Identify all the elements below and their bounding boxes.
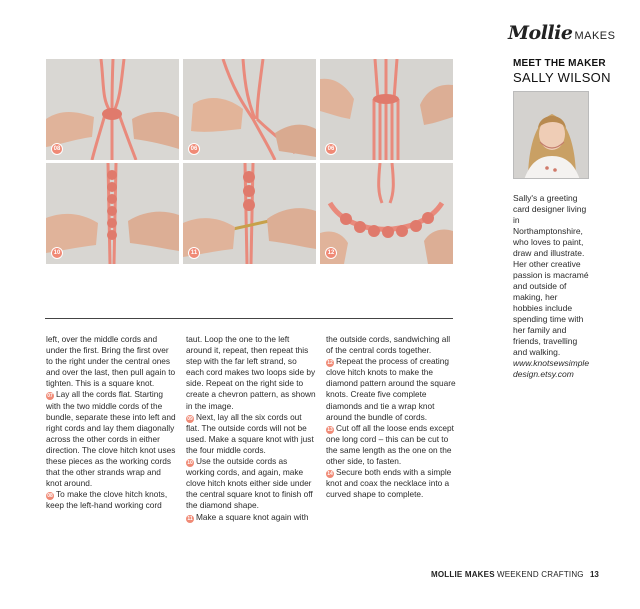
step-paragraph <box>46 489 176 511</box>
step-photo-2 <box>183 59 316 160</box>
step-paragraph <box>326 467 456 500</box>
footer-magazine: MOLLIE MAKES <box>431 570 495 579</box>
step-number-badge: 08 <box>47 493 53 500</box>
maker-portrait <box>513 91 589 179</box>
step-paragraph <box>46 389 176 489</box>
step-paragraph <box>186 512 316 523</box>
maker-name: SALLY WILSON <box>513 70 611 85</box>
step-paragraph <box>326 423 456 467</box>
step-paragraph <box>326 356 456 423</box>
step-paragraph <box>186 412 316 456</box>
paragraph: taut. Loop the one to the left around it, repeat, then repeat this step with the far left strand, so each cord makes two loops side by side. Repeat on the right side to create a chevron pattern, as shown in the image. <box>186 334 316 411</box>
step-badge: 06 <box>188 143 200 155</box>
footer-section: WEEKEND CRAFTING <box>496 570 584 579</box>
step-badge: 12 <box>325 247 337 259</box>
section-divider <box>45 318 453 319</box>
step-text: Use the outside cords as working cords, and again, make clove hitch knots either side under the central square knot to finish off the diamond shape. <box>186 456 313 511</box>
step-photo-3 <box>320 59 453 160</box>
step-photo-1 <box>46 59 179 160</box>
step-text: Make a square knot again with <box>196 511 309 522</box>
maker-shop-link[interactable]: www.knotsewsimple design.etsy.com <box>513 358 590 379</box>
step-text: Secure both ends with a simple knot and coax the necklace into a curved shape to complete. <box>326 467 452 500</box>
page-number: 13 <box>589 570 599 579</box>
brand-caps: MAKES <box>574 30 616 42</box>
step-photo-6 <box>320 163 453 264</box>
step-paragraph <box>186 456 316 511</box>
step-badge: 10 <box>51 247 63 259</box>
meet-the-maker-sidebar <box>513 58 623 380</box>
paragraph: left, over the middle cords and under the first. Bring the first over to the right under the central ones and over the last, then pull again to tighten. This is a square knot. <box>46 334 176 389</box>
maker-bio: Sally's a greeting card designer living in Northamptonshire, who loves to paint, draw and illustrate. Her other creative passion is macramé and outside of making, her hobbies include spending time with her family and friends, travelling and walking. <box>513 193 589 357</box>
brand-logo <box>508 22 626 50</box>
page-footer <box>431 570 606 579</box>
step-text: To make the clove hitch knots, keep the left-hand working cord <box>46 489 168 511</box>
step-badge: 06 <box>325 143 337 155</box>
step-badge: 11 <box>188 247 200 259</box>
step-number-badge: 14 <box>327 471 333 478</box>
step-text: Repeat the process of creating clove hitch knots to make the diamond pattern around the square knots. Create five complete diamonds and tie a wrap knot around the bundle of cords. <box>326 356 456 422</box>
step-number-badge: 11 <box>187 515 193 522</box>
step-text: Lay all the cords flat. Starting with the two middle cords of the bundle, separate these into left and right cords and lay them diagonally across the other cords in either direction. The clove hitch knot uses these pieces as the working cords that the other strands wrap and knot around. <box>46 389 176 489</box>
instructions-column-1 <box>46 334 176 512</box>
step-text: Cut off all the loose ends except one long cord – this can be cut to the same length as the one on the other side, to fasten. <box>326 422 454 467</box>
meet-the-maker-label: MEET THE MAKER <box>513 58 606 69</box>
step-badge: 08 <box>51 143 63 155</box>
step-number-badge: 07 <box>47 393 53 400</box>
step-number-badge: 09 <box>187 415 193 422</box>
step-photo-4 <box>46 163 179 264</box>
step-text: Next, lay all the six cords out flat. The outside cords will not be used. Make a square knot with just the four middle cords. <box>186 411 314 455</box>
instructions-column-2 <box>186 334 316 523</box>
paragraph: the outside cords, sandwiching all of the central cords together. <box>326 334 451 356</box>
instructions-column-3 <box>326 334 456 500</box>
step-photo-5 <box>183 163 316 264</box>
step-number-badge: 13 <box>327 426 333 433</box>
step-number-badge: 10 <box>187 460 193 467</box>
brand-script: Mollie <box>508 22 573 44</box>
step-number-badge: 12 <box>327 360 333 367</box>
